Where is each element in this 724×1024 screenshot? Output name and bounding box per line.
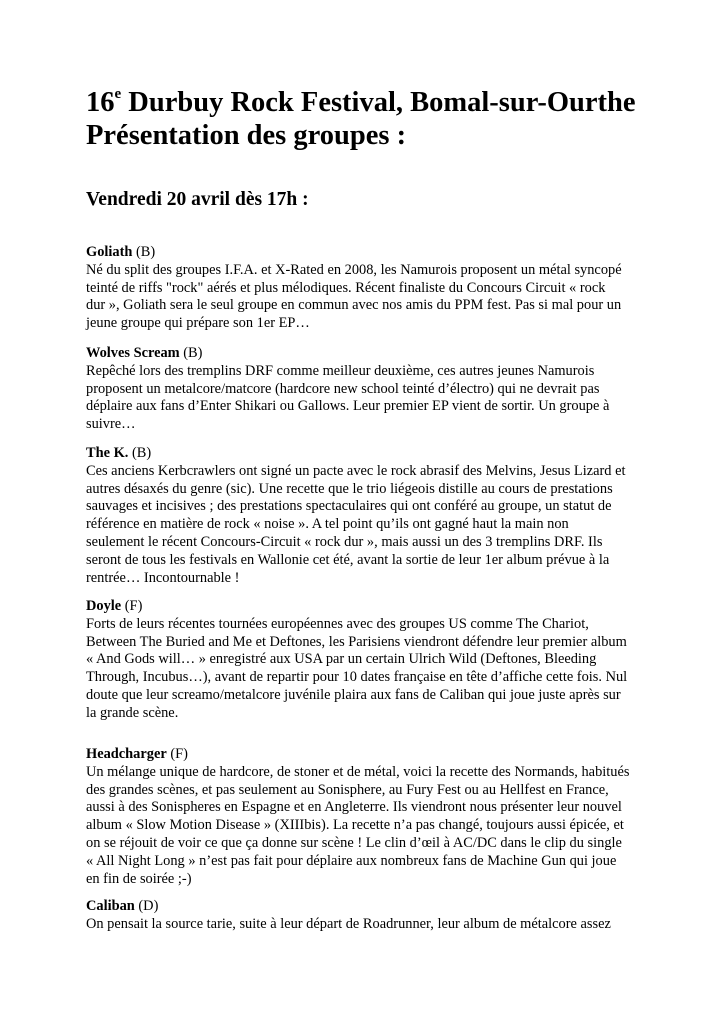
title-subtitle: Présentation des groupes : <box>86 120 407 151</box>
band-text-line: Through, Incubus…), avant de repartir pour 10 dates française en tête d’affiche cette fois. Nul <box>86 669 628 686</box>
band-text-line: « And Gods will… » enregistré aux USA par un certain Ulrich Wild (Deftones, Bleeding <box>86 651 597 668</box>
band-text-line: On pensait la source tarie, suite à leur départ de Roadrunner, leur album de métalcore assez <box>86 915 611 932</box>
band-text-line: suivre… <box>86 416 136 433</box>
band-headcharger <box>86 746 642 888</box>
band-text-line: on se réjouit de voir ce que ça donne sur scène ! Le clin d’œil à AC/DC dans le clip du single <box>86 834 622 851</box>
band-text-line: référence en matière de rock « noise ». A tel point qu’ils ont gagné haut la main non <box>86 516 569 533</box>
band-text-line: Repêché lors des tremplins DRF comme meilleur deuxième, ces autres jeunes Namurois <box>86 362 595 379</box>
band-caliban <box>86 898 642 934</box>
band-text-line: Forts de leurs récentes tournées européennes avec des groupes US comme The Chariot, <box>86 615 589 632</box>
band-text-line: autres désaxés du genre (sic). Une recette que le trio liégeois distille au cours de prestations <box>86 480 613 497</box>
band-goliath <box>86 244 642 333</box>
band-text-line: en fin de soirée ;-) <box>86 870 192 887</box>
band-name: Headcharger <box>86 746 167 762</box>
band-origin: (F) <box>166 746 188 762</box>
band-origin: (B) <box>128 445 152 461</box>
band-text-line: doute que leur screamo/metalcore juvénile plaira aux fans de Caliban qui joue juste après sur <box>86 686 621 703</box>
band-text-line: « All Night Long » n’est pas fait pour déplaire aux nombreux fans de Machine Gun qui joue <box>86 852 617 869</box>
band-text-line: proposent un metalcore/matcore (hardcore new school teinté d’électro) qui ne devrait pas <box>86 380 600 397</box>
band-text-line: teinté de riffs "rock" aérés et plus mélodiques. Récent finaliste du Concours Circuit « rock <box>86 279 606 296</box>
band-text-line: Ces anciens Kerbcrawlers ont signé un pacte avec le rock abrasif des Melvins, Jesus Lizard et <box>86 462 626 479</box>
band-name: Goliath <box>86 244 133 260</box>
band-text-line: Between The Buried and Me et Deftones, les Parisiens viendront défendre leur premier album <box>86 633 627 650</box>
band-wolves-scream <box>86 345 642 434</box>
band-text-line: rentrée… Incontournable ! <box>86 569 240 586</box>
edition-number: 16 <box>86 87 115 118</box>
band-origin: (B) <box>132 244 156 260</box>
band-origin: (F) <box>121 598 143 614</box>
day-heading: Vendredi 20 avril dès 17h : <box>86 189 309 210</box>
band-text-line: album « Slow Motion Disease » (XIIIbis). La recette n’a pas changé, toujours aussi épicée, et <box>86 817 624 834</box>
band-text-line: sauvages et incisives ; des prestations spectaculaires qui ont conféré au groupe, un statut de <box>86 498 612 515</box>
band-text-line: la grande scène. <box>86 704 179 721</box>
band-origin: (D) <box>134 898 159 914</box>
band-origin: (B) <box>179 345 203 361</box>
band-text-line: des grandes scènes, et pas seulement au Sonisphere, au Fury Fest ou au Hellfest en France, <box>86 781 609 798</box>
band-name: Caliban <box>86 898 135 914</box>
band-name: Doyle <box>86 598 122 614</box>
band-text-line: aussi à des Sonispheres en Espagne et en Angleterre. Ils viendront nous présenter leur nouvel <box>86 799 622 816</box>
band-the-k <box>86 445 642 587</box>
band-name: Wolves Scream <box>86 345 180 361</box>
band-text-line: dur », Goliath sera le seul groupe en commun avec nos amis du PPM fest. Pas si mal pour un <box>86 297 622 314</box>
band-text-line: jeune groupe qui prépare son 1er EP… <box>86 315 310 332</box>
festival-name: Durbuy Rock Festival, Bomal-sur-Ourthe <box>121 87 636 118</box>
band-text-line: seulement le récent Concours-Circuit « rock dur », mais aussi un des 3 tremplins DRF. Ils <box>86 533 603 550</box>
band-text-line: Né du split des groupes I.F.A. et X-Rated en 2008, les Namurois proposent un métal syncopé <box>86 261 622 278</box>
ordinal-suffix: e <box>114 86 122 102</box>
page-title <box>86 86 635 152</box>
band-text-line: Un mélange unique de hardcore, de stoner et de métal, voici la recette des Normands, habitués <box>86 763 630 780</box>
band-text-line: déplaire aux fans d’Enter Shikari ou Gallows. Leur premier EP vient de sortir. Un groupe à <box>86 398 610 415</box>
band-name: The K. <box>86 445 129 461</box>
band-text-line: seront de tous les festivals en Wallonie cet été, avant la sortie de leur 1er album prévue à la <box>86 551 610 568</box>
band-doyle <box>86 598 642 723</box>
